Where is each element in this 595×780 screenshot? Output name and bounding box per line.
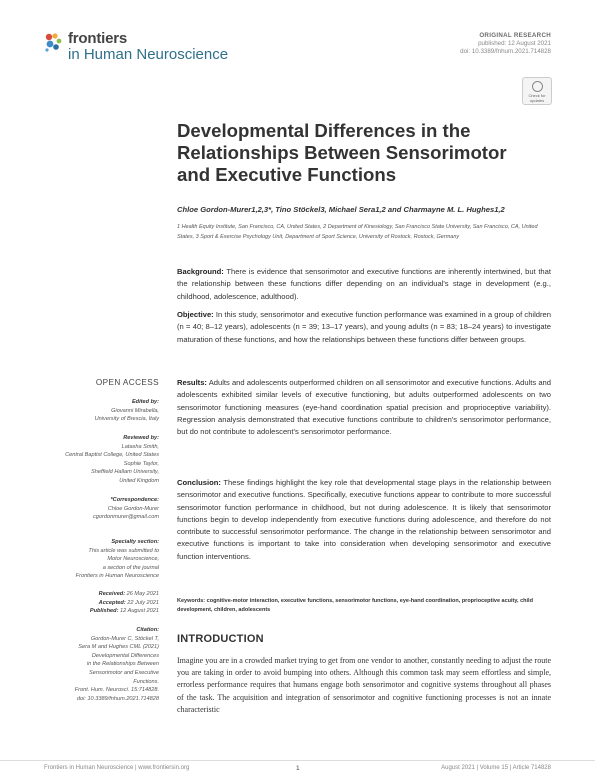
- objective-text: In this study, sensorimotor and executive function performance was examined in a group of children (n = 40; 8–12 years), adolescents (n = 39; 13–17 years), and young adults (n = 83; 18–24 years) to investigate maturation of these functions, and how the relationships between these functions differ between groups.: [177, 310, 551, 344]
- citation-text: Gordon-Murer C, Stöckel T, Sera M and Hughes CML (2021) Developmental Differences in the Relationships Between Sensorimotor and Executive Functions. Front. Hum. Neurosci. 15:714828. doi: 10.3389/fnhum.2021.714828: [74, 635, 159, 702]
- intro-heading: INTRODUCTION: [177, 633, 264, 645]
- footer-divider: [0, 760, 595, 761]
- correspondence-info[interactable]: Chloe Gordon-Murer cgordonmurer@gmail.com: [93, 505, 159, 521]
- conclusion-label: Conclusion:: [177, 478, 221, 487]
- badge-line-1: Check for: [528, 93, 546, 98]
- keywords: Keywords: cognitive-motor interaction, executive functions, sensorimotor functions, eye-hand coordination, proprioceptive acuity, child development, children, adolescents: [177, 598, 533, 613]
- published-label: Published:: [89, 608, 119, 615]
- abstract-conclusion: [177, 477, 551, 563]
- reviewers-info: Latasha Smith, Central Baptist College, United States Sophie Taylor, Sheffield Hallam University, United Kingdom: [65, 443, 159, 484]
- citation-label: Citation:: [136, 627, 159, 633]
- abstract-objective: [177, 309, 551, 346]
- page-number: 1: [296, 765, 300, 772]
- intro-paragraph: Imagine you are in a crowded market trying to get from one vendor to another, constantly needing to adjust the route you are taking in order to avoid bumping into others. Although this common task may seem effortless and simple, errorless performance requires that humans engage both sensorimotor and cognitive systems throughout all phases of the task. The acquisition and integration of sensorimotor and cognitive functioning processes is not an innate characteristic: [177, 656, 551, 714]
- article-meta: [460, 32, 551, 56]
- author-list[interactable]: Chloe Gordon-Murer1,2,3*, Tino Stöckel3, Michael Sera1,2 and Charmayne M. L. Hughes1,2: [177, 205, 505, 214]
- accepted-label: Accepted:: [98, 599, 126, 606]
- journal-name: in Human Neuroscience: [68, 46, 229, 63]
- article-type: ORIGINAL RESEARCH: [479, 32, 551, 39]
- published-date: published: 12 August 2021: [478, 40, 551, 47]
- specialty-info: This article was submitted to Motor Neuroscience, a section of the journal Frontiers in Human Neuroscience: [75, 547, 159, 580]
- journal-logo[interactable]: [44, 30, 244, 64]
- edited-by-section: [20, 398, 159, 424]
- received-date: 26 May 2021: [126, 591, 159, 597]
- badge-line-2: updates: [529, 98, 545, 103]
- reviewed-by-label: Reviewed by:: [123, 435, 159, 441]
- edited-by-label: Edited by:: [131, 399, 159, 405]
- update-check-icon: [532, 81, 543, 92]
- open-access-label: OPEN ACCESS: [95, 378, 159, 387]
- specialty-label: Specialty section:: [111, 539, 159, 545]
- specialty-section: [20, 538, 159, 581]
- check-for-updates-badge[interactable]: [522, 77, 552, 105]
- frontiers-logo-icon: [44, 32, 64, 52]
- abstract-results: [177, 377, 551, 438]
- affiliations: 1 Health Equity Institute, San Francisco, CA, United States, 2 Department of Kinesiology, San Francisco State University, San Francisco, CA, United States, 3 Sport & Exercise Psychology Unit, Department of Sport Science, University of Rostock, Rostock, Germany: [177, 224, 538, 240]
- citation-section: [20, 626, 159, 703]
- results-label: Results:: [177, 378, 207, 387]
- accepted-date: 22 July 2021: [127, 599, 159, 606]
- footer-journal-link[interactable]: Frontiers in Human Neuroscience | www.frontiersin.org: [44, 765, 190, 771]
- doi-link[interactable]: doi: 10.3389/fnhum.2021.714828: [460, 48, 551, 55]
- conclusion-text: These findings highlight the key role that developmental stage plays in the relationship between sensorimotor and executive functions. Specifically, executive functions appear to contribute to more successful sensorimotor function performance in childhood, but not during adolescence. It is likely that sensorimotor functions begin to develop independently from executive functions during adolescence, and therefore do not contribute to successful sensorimotor performance. The change in the relationship between sensorimotor and executive functions is important to take into consideration when developing sensorimotor and executive function interventions.: [177, 478, 551, 561]
- footer-issue-info: August 2021 | Volume 15 | Article 714828: [441, 765, 551, 771]
- reviewed-by-section: [20, 434, 159, 486]
- background-text: There is evidence that sensorimotor and executive functions are inherently intertwined, but that the relationship between these functions differ depending on an individual's stage in development (e.g., childhood, adolescence, adulthood).: [177, 267, 551, 301]
- correspondence-label: *Correspondence:: [110, 497, 159, 503]
- correspondence-section: [20, 496, 159, 522]
- article-title: Developmental Differences in the Relationships Between Sensorimotor and Executive Functions: [177, 120, 507, 185]
- objective-label: Objective:: [177, 310, 214, 319]
- abstract-background: [177, 266, 551, 303]
- brand-name: frontiers: [68, 30, 128, 47]
- background-label: Background:: [177, 267, 224, 276]
- results-text: Adults and adolescents outperformed children on all sensorimotor and executive functions. Adults and adolescents exhibited similar levels of executive functioning, but adults outperformed adolescents on two sensorimotor functioning measures (eye-hand coordination spatial precision and proprioceptive variability). Regression analysis demonstrated that executive functions contribute to children's sensorimotor performance, but do not contribute to adolescent's sensorimotor performance.: [177, 378, 551, 437]
- published-date-side: 12 August 2021: [120, 608, 159, 615]
- editor-info: Giovanni Mirabella, University of Brescia, Italy: [94, 407, 159, 423]
- received-label: Received:: [98, 591, 126, 597]
- dates-section: [20, 590, 159, 616]
